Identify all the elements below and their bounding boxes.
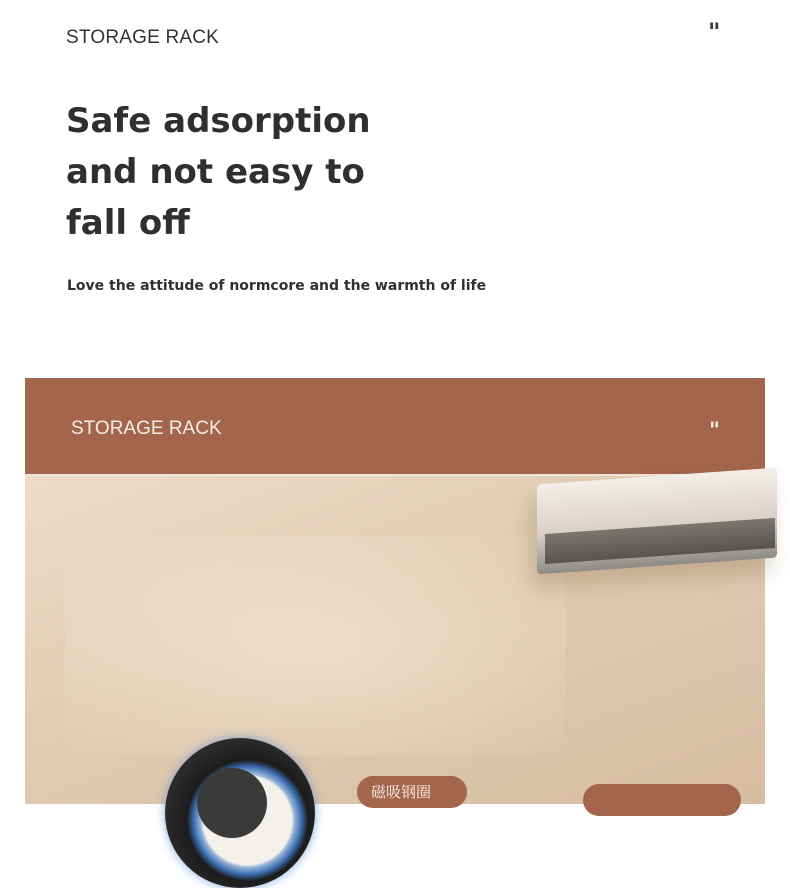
feature-tag: 磁吸钢圈 xyxy=(357,776,467,808)
headline xyxy=(66,96,486,249)
card-header xyxy=(25,378,765,474)
magnet-core xyxy=(197,768,267,838)
feature-tag xyxy=(583,784,741,816)
product-card xyxy=(25,378,765,801)
product-photo xyxy=(25,474,765,804)
card-label: STORAGE RACK xyxy=(71,418,222,439)
headline-line-2: and not easy to xyxy=(66,152,365,192)
tagline: Love the attitude of normcore and the warmth of life xyxy=(67,278,487,294)
quote-icon: " xyxy=(709,418,721,442)
headline-line-1: Safe adsorption xyxy=(66,101,371,141)
quote-icon: " xyxy=(708,18,722,46)
section-label: STORAGE RACK xyxy=(66,27,220,48)
headline-line-3: fall off xyxy=(66,203,190,243)
wall-light xyxy=(65,536,565,756)
